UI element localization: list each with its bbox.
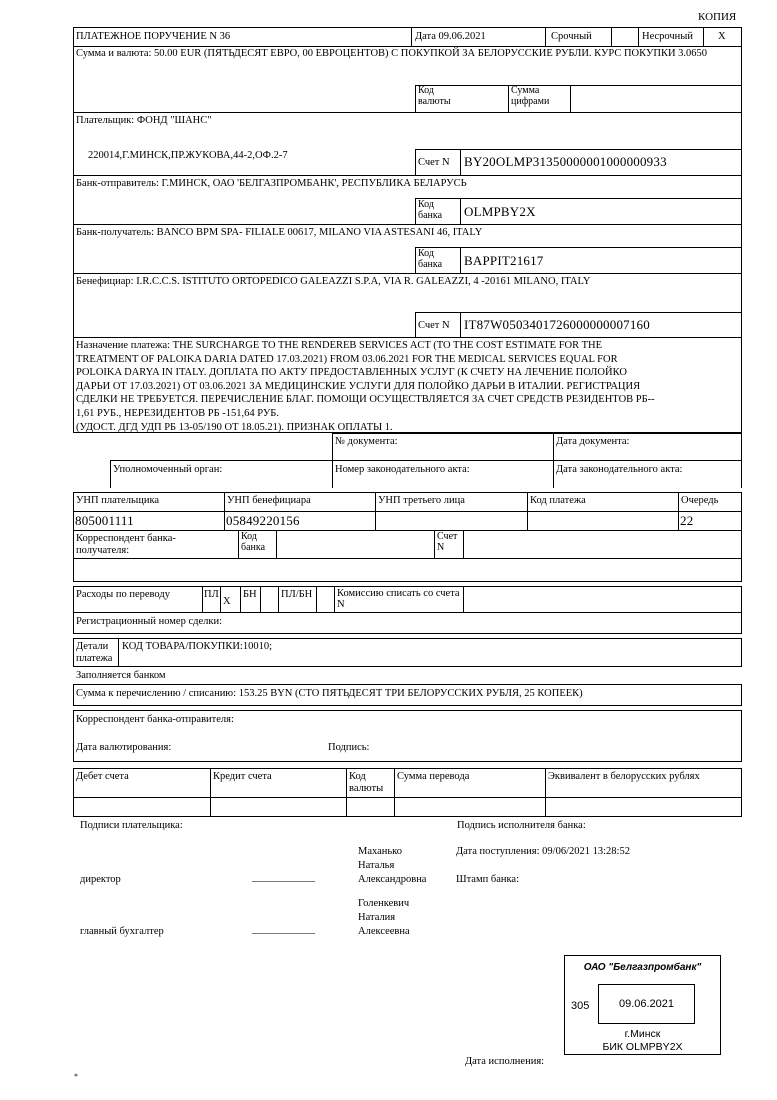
director-signature-line: ____________: [252, 872, 315, 883]
equivalent-label: Эквивалент в белорусских рублях: [548, 771, 700, 782]
doc-date-label: Дата документа:: [556, 436, 630, 447]
purpose-line: СДЕЛКИ НЕ ТРЕБУЕТСЯ. ПЕРЕЧИСЛЕНИЕ БЛАГ. ПОМОЩИ ОСУЩЕСТВЛЯЕТСЯ ЗА СЧЕТ СРЕДСТВ РЕЗИДЕНТОВ РБ--: [76, 394, 655, 406]
director-surname: Маханько: [358, 846, 402, 857]
stamp-date: 09.06.2021: [618, 998, 675, 1010]
credit-label: Кредит счета: [213, 771, 272, 782]
correspondent-code-label: Код банка: [241, 531, 266, 553]
stamp-number: 305: [571, 1000, 590, 1012]
bank-signature-label: Подпись исполнителя банка:: [457, 820, 586, 831]
document-title: ПЛАТЕЖНОЕ ПОРУЧЕНИЕ N 36: [76, 31, 231, 42]
law-date-label: Дата законодательного акта:: [556, 464, 683, 475]
copy-label: КОПИЯ: [698, 11, 737, 23]
payer-unp: 805001111: [75, 513, 134, 528]
value-date-label: Дата валютирования:: [76, 742, 172, 753]
payer-name: Плательщик: ФОНД "ШАНС": [76, 115, 212, 126]
accountant-first-name: Наталия: [358, 912, 396, 923]
execution-date-label: Дата исполнения:: [465, 1056, 545, 1067]
director-patronymic: Александровна: [358, 874, 427, 885]
payer-account: BY20OLMP31350000001000000933: [464, 154, 667, 169]
beneficiary-unp-label: УНП бенефициара: [227, 495, 311, 506]
purpose-line: (УДОСТ. ДГД УДП РБ 13-05/190 ОТ 18.05.21). ПРИЗНАК ОПЛАТЫ 1.: [76, 421, 393, 433]
details-value: КОД ТОВАРА/ПОКУПКИ:10010;: [122, 641, 273, 652]
authority-label: Уполномоченный орган:: [113, 464, 223, 475]
fees-pl-label: ПЛ: [204, 589, 219, 600]
currency-code-col-label: Код валюты: [349, 771, 384, 794]
beneficiary-account: IT87W0503401726000000007160: [464, 317, 650, 332]
bank-stamp-label: Штамп банка:: [456, 874, 519, 885]
accountant-patronymic: Алексеевна: [358, 926, 410, 937]
urgent-label: Срочный: [551, 31, 592, 42]
receiver-bank-code: BAPPIT21617: [464, 253, 544, 268]
non-urgent-mark: X: [718, 31, 726, 42]
beneficiary-label: Бенефициар: I.R.C.C.S. ISTITUTO ORTOPEDICO GALEAZZI S.P.A, VIA R. GALEAZZI, 4 -20161 MILANO, ITALY: [76, 276, 591, 287]
receiver-bank-label: Банк-получатель: BANCO BPM SPA- FILIALE 00617, MILANO VIA ASTESANI 46, ITALY: [76, 227, 483, 238]
beneficiary-account-label: Счет N: [418, 320, 450, 331]
director-label: директор: [80, 874, 121, 885]
fees-label: Расходы по переводу: [76, 589, 170, 600]
sender-correspondent-label: Корреспондент банка-отправителя:: [76, 714, 234, 725]
payer-account-label: Счет N: [418, 157, 450, 168]
receiver-bank-code-label: Код банка: [418, 248, 443, 270]
sender-bank-label: Банк-отправитель: Г.МИНСК, ОАО 'БЕЛГАЗПРОМБАНК', РЕСПУБЛИКА БЕЛАРУСЬ: [76, 178, 467, 189]
currency-code-label: Код валюты: [418, 85, 451, 107]
payer-signatures-label: Подписи плательщика:: [80, 820, 183, 831]
stamp-bic: БИК OLMPBY2X: [602, 1041, 683, 1053]
debit-label: Дебет счета: [76, 771, 129, 782]
purpose-line: POLOIKA DARYA IN ITALY. ДОПЛАТА ПО АКТУ ПРЕДОСТАВЛЕННЫХ УСЛУГ (К СЧЕТУ НА ЛЕЧЕНИЕ ПОЛОЙКО: [76, 367, 627, 379]
correspondent-account-label: Счет N: [437, 531, 458, 553]
accountant-signature-line: ____________: [252, 924, 315, 935]
footnote-mark: *: [74, 1072, 78, 1081]
doc-number-label: № документа:: [335, 436, 398, 447]
sender-bank-code: OLMPBY2X: [464, 204, 536, 219]
signature-label: Подпись:: [328, 742, 370, 753]
fees-plbn-label: ПЛ/БН: [281, 589, 313, 600]
director-first-name: Наталья: [358, 860, 395, 871]
accountant-label: главный бухгалтер: [80, 926, 164, 937]
transfer-amount-label: Сумма перевода: [397, 771, 470, 782]
filled-by-bank-label: Заполняется банком: [76, 670, 166, 681]
purpose-line: 1,61 РУБ., НЕРЕЗИДЕНТОВ РБ -151,64 РУБ.: [76, 408, 279, 419]
payment-code-label: Код платежа: [530, 495, 586, 506]
stamp-bank-name: ОАО "Белгазпромбанк": [583, 962, 702, 973]
non-urgent-label: Несрочный: [642, 31, 693, 42]
fees-bn-label: БН: [243, 589, 257, 600]
received-date: Дата поступления: 09/06/2021 13:28:52: [456, 846, 630, 857]
sender-bank-code-label: Код банка: [418, 199, 443, 221]
fees-pl-mark: X: [223, 596, 231, 607]
sum-digits-label: Сумма цифрами: [511, 85, 550, 107]
purpose-line: Назначение платежа: THE SURCHARGE TO THE RENDEREB SERVICES ACT (TO THE COST ESTIMATE FOR THE: [76, 340, 602, 351]
document-date: Дата 09.06.2021: [415, 31, 486, 42]
third-party-unp-label: УНП третьего лица: [378, 495, 465, 506]
registration-label: Регистрационный номер сделки:: [76, 616, 222, 627]
accountant-surname: Голенкевич: [358, 898, 410, 909]
queue-value: 22: [680, 513, 694, 528]
payer-address: 220014,Г.МИНСК,ПР.ЖУКОВА,44-2,ОФ.2-7: [88, 150, 288, 161]
payer-unp-label: УНП плательщика: [76, 495, 160, 506]
queue-label: Очередь: [681, 495, 719, 506]
transfer-sum-text: Сумма к перечислению / списанию: 153.25 BYN (СТО ПЯТЬДЕСЯТ ТРИ БЕЛОРУССКИХ РУБЛЯ, 25 КОПЕЕК): [76, 688, 583, 699]
beneficiary-unp: 05849220156: [226, 513, 300, 528]
details-label: Детали платежа: [76, 641, 113, 664]
receiver-correspondent-label: Корреспондент банка-получателя:: [76, 533, 176, 557]
stamp-city: г.Минск: [624, 1028, 661, 1040]
commission-label: Комиссию списать со счета N: [337, 588, 460, 611]
law-number-label: Номер законодательного акта:: [335, 464, 470, 475]
purpose-line: TREATMENT OF PALOIKA DARIA DATED 17.03.2021) FROM 03.06.2021 FOR THE MEDICAL SERVICES EQUAL FOR: [76, 353, 618, 365]
amount-text: Сумма и валюта: 50.00 EUR (ПЯТЬДЕСЯТ ЕВРО, 00 ЕВРОЦЕНТОВ) С ПОКУПКОЙ ЗА БЕЛОРУССКИЕ РУБЛИ. КУРС ПОКУПКИ 3.0650: [76, 48, 708, 59]
purpose-line: ДАРЬИ ОТ 17.03.2021) ОТ 03.06.2021 ЗА МЕДИЦИНСКИЕ УСЛУГИ ДЛЯ ПОЛОЙКО ДАРЬИ В ИТАЛИИ. РЕГИСТРАЦИЯ: [76, 380, 641, 392]
